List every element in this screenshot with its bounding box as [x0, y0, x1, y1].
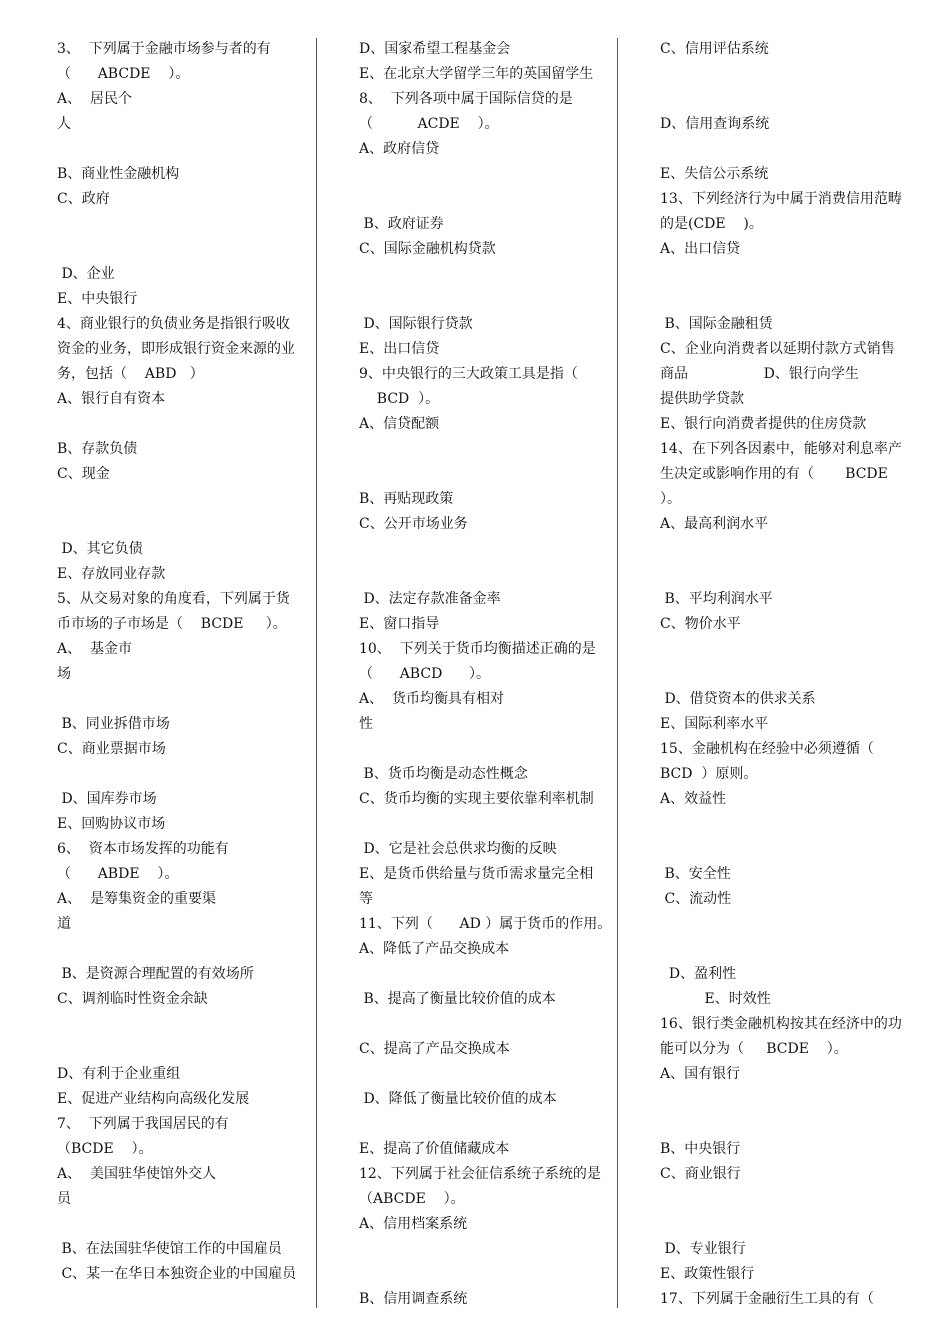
text-line: E、国际利率水平 — [660, 716, 769, 732]
text-line: 务，包括（ ABD ） — [57, 366, 204, 382]
text-line — [660, 837, 910, 862]
text-line: C、商业银行 — [660, 1166, 741, 1182]
text-line: B、再贴现政策 — [359, 491, 454, 507]
text-line — [660, 1187, 910, 1212]
text-line — [359, 1262, 609, 1287]
text-line: 12、下列属于社会征信系统子系统的是 — [359, 1166, 601, 1182]
text-line: B、是资源合理配置的有效场所 — [57, 966, 254, 982]
text-line: D、有利于企业重组 — [57, 1066, 181, 1082]
text-line: B、安全性 — [660, 866, 731, 882]
text-line: D、盈利性 — [660, 966, 737, 982]
text-line — [660, 1112, 910, 1137]
text-line: C、物价水平 — [660, 616, 741, 632]
text-line: D、法定存款准备金率 — [359, 591, 501, 607]
text-line: A、信贷配额 — [359, 416, 440, 432]
text-line — [359, 1062, 609, 1087]
text-line: 13、下列经济行为中属于消费信用范畴 — [660, 191, 902, 207]
text-line: B、中央银行 — [660, 1141, 741, 1157]
text-line: A、 基金市 — [57, 641, 133, 657]
text-line: D、其它负债 — [57, 541, 143, 557]
text-line: C、公开市场业务 — [359, 516, 468, 532]
text-line: E、政策性银行 — [660, 1266, 755, 1282]
text-line: E、存放同业存款 — [57, 566, 166, 582]
text-line — [57, 1212, 307, 1237]
text-line — [359, 162, 609, 187]
text-line: E、提高了价值储藏成本 — [359, 1141, 510, 1157]
text-line: 币市场的子市场是（ BCDE ）。 — [57, 616, 287, 632]
text-line — [660, 87, 910, 112]
text-line: E、失信公示系统 — [660, 166, 769, 182]
text-line — [359, 1012, 609, 1037]
text-line: D、国家希望工程基金会 — [359, 41, 511, 57]
text-line: 7、 下列属于我国居民的有 — [57, 1116, 229, 1132]
text-line — [57, 212, 307, 237]
text-line: A、 居民个 — [57, 91, 133, 107]
text-line: C、信用评估系统 — [660, 41, 769, 57]
text-line: A、降低了产品交换成本 — [359, 941, 510, 957]
text-line: 员 — [57, 1191, 71, 1207]
text-line: B、存款负债 — [57, 441, 138, 457]
text-line: B、信用调查系统 — [359, 1291, 468, 1307]
text-line: B、提高了衡量比较价值的成本 — [359, 991, 556, 1007]
text-line — [660, 1212, 910, 1237]
text-line: 8、 下列各项中属于国际信贷的是 — [359, 91, 573, 107]
text-line: （ ABCD ）。 — [359, 666, 490, 682]
text-line: E、是货币供给量与货币需求量完全相 — [359, 866, 594, 882]
text-line: D、它是社会总供求均衡的反映 — [359, 841, 557, 857]
text-line — [359, 437, 609, 462]
text-line: 4、商业银行的负债业务是指银行吸收 — [57, 316, 290, 332]
text-line: 道 — [57, 916, 71, 932]
text-line — [660, 812, 910, 837]
text-line: A、 美国驻华使馆外交人 — [57, 1166, 217, 1182]
text-line: A、 是筹集资金的重要渠 — [57, 891, 217, 907]
text-line: A、国有银行 — [660, 1066, 741, 1082]
text-line: A、银行自有资本 — [57, 391, 166, 407]
text-line — [660, 1087, 910, 1112]
text-column-2 — [359, 37, 612, 1312]
text-line — [57, 762, 307, 787]
text-line — [359, 262, 609, 287]
text-line: D、国际银行贷款 — [359, 316, 473, 332]
text-line — [660, 537, 910, 562]
text-line: （BCDE ）。 — [57, 1141, 153, 1157]
text-line: 提供助学贷款 — [660, 391, 744, 407]
text-line — [660, 662, 910, 687]
text-line: B、同业拆借市场 — [57, 716, 170, 732]
text-line: 14、在下列各因素中，能够对利息率产 — [660, 441, 902, 457]
text-line — [660, 62, 910, 87]
text-line — [57, 487, 307, 512]
text-line — [359, 812, 609, 837]
text-line: E、回购协议市场 — [57, 816, 166, 832]
text-line — [57, 1012, 307, 1037]
text-line — [57, 237, 307, 262]
text-line: E、在北京大学留学三年的英国留学生 — [359, 66, 594, 82]
text-line — [660, 562, 910, 587]
text-line — [660, 937, 910, 962]
text-line: D、降低了衡量比较价值的成本 — [359, 1091, 557, 1107]
text-line — [660, 137, 910, 162]
text-line: BCD ）。 — [359, 391, 440, 407]
text-line: 10、 下列关于货币均衡描述正确的是 — [359, 641, 596, 657]
text-line: 的是(CDE )。 — [660, 216, 763, 232]
text-line: C、国际金融机构贷款 — [359, 241, 496, 257]
text-line: 场 — [57, 666, 71, 682]
text-line: A、政府信贷 — [359, 141, 440, 157]
text-line — [359, 287, 609, 312]
text-line: E、窗口指导 — [359, 616, 440, 632]
text-line: C、政府 — [57, 191, 110, 207]
text-line: C、某一在华日本独资企业的中国雇员 — [57, 1266, 297, 1282]
text-line: 能可以分为（ BCDE ）。 — [660, 1041, 848, 1057]
text-line: （ ABCDE ）。 — [57, 66, 190, 82]
text-line: 资金的业务，即形成银行资金来源的业 — [57, 341, 295, 357]
text-line: D、信用查询系统 — [660, 116, 770, 132]
text-line — [359, 1237, 609, 1262]
text-line: B、政府证券 — [359, 216, 444, 232]
text-line: 17、下列属于金融衍生工具的有（ — [660, 1291, 874, 1307]
text-line: A、 货币均衡具有相对 — [359, 691, 505, 707]
text-line: E、时效性 — [660, 991, 771, 1007]
text-line: BCD ）原则。 — [660, 766, 758, 782]
text-line: 商品 D、银行向学生 — [660, 366, 859, 382]
text-line: 11、下列（ AD ）属于货币的作用。 — [359, 916, 612, 932]
text-line: C、提高了产品交换成本 — [359, 1041, 510, 1057]
text-line: 5、从交易对象的角度看，下列属于货 — [57, 591, 290, 607]
text-line: 16、银行类金融机构按其在经济中的功 — [660, 1016, 902, 1032]
text-line — [359, 1112, 609, 1137]
text-line: B、在法国驻华使馆工作的中国雇员 — [57, 1241, 282, 1257]
text-line: B、货币均衡是动态性概念 — [359, 766, 528, 782]
text-line: ）。 — [660, 491, 681, 507]
text-line — [660, 637, 910, 662]
text-line — [359, 187, 609, 212]
text-line: （ ACDE ）。 — [359, 116, 499, 132]
text-line — [359, 462, 609, 487]
text-line: C、货币均衡的实现主要依靠利率机制 — [359, 791, 594, 807]
text-line: A、出口信贷 — [660, 241, 741, 257]
text-line — [660, 262, 910, 287]
text-line: D、国库券市场 — [57, 791, 157, 807]
text-line — [57, 137, 307, 162]
text-line: C、商业票据市场 — [57, 741, 166, 757]
text-line: D、借贷资本的供求关系 — [660, 691, 816, 707]
text-line: 6、 资本市场发挥的功能有 — [57, 841, 229, 857]
text-line: E、银行向消费者提供的住房贷款 — [660, 416, 867, 432]
text-line: （ABCDE ）。 — [359, 1191, 465, 1207]
text-line: A、最高利润水平 — [660, 516, 769, 532]
text-line — [359, 962, 609, 987]
text-line — [57, 412, 307, 437]
text-line: A、效益性 — [660, 791, 727, 807]
text-line: 3、 下列属于金融市场参与者的有 — [57, 41, 271, 57]
text-line — [57, 937, 307, 962]
text-column-1 — [57, 37, 307, 1287]
text-line: 15、金融机构在经验中必须遵循（ — [660, 741, 874, 757]
text-line: E、促进产业结构向高级化发展 — [57, 1091, 250, 1107]
text-line: C、流动性 — [660, 891, 732, 907]
text-line: D、专业银行 — [660, 1241, 746, 1257]
text-line: B、国际金融租赁 — [660, 316, 773, 332]
text-line: D、企业 — [57, 266, 115, 282]
text-line — [359, 562, 609, 587]
column-divider-right — [617, 38, 618, 1308]
text-line: 人 — [57, 116, 71, 132]
text-line — [57, 687, 307, 712]
text-line: 性 — [359, 716, 373, 732]
text-line — [359, 537, 609, 562]
text-column-3 — [660, 37, 910, 1312]
text-line: E、出口信贷 — [359, 341, 440, 357]
text-line — [359, 737, 609, 762]
text-line: C、现金 — [57, 466, 110, 482]
column-divider-left — [316, 38, 317, 1308]
text-line: A、信用档案系统 — [359, 1216, 468, 1232]
text-line: 9、中央银行的三大政策工具是指（ — [359, 366, 578, 382]
text-line — [57, 512, 307, 537]
text-line — [57, 1037, 307, 1062]
text-line: C、调剂临时性资金余缺 — [57, 991, 208, 1007]
text-line — [660, 287, 910, 312]
text-line: （ ABDE ）。 — [57, 866, 179, 882]
text-line: E、中央银行 — [57, 291, 138, 307]
text-line — [660, 912, 910, 937]
text-line: B、平均利润水平 — [660, 591, 773, 607]
text-line: 生决定或影响作用的有（ BCDE — [660, 466, 888, 482]
text-line: B、商业性金融机构 — [57, 166, 180, 182]
text-line: 等 — [359, 891, 373, 907]
text-line: C、企业向消费者以延期付款方式销售 — [660, 341, 895, 357]
